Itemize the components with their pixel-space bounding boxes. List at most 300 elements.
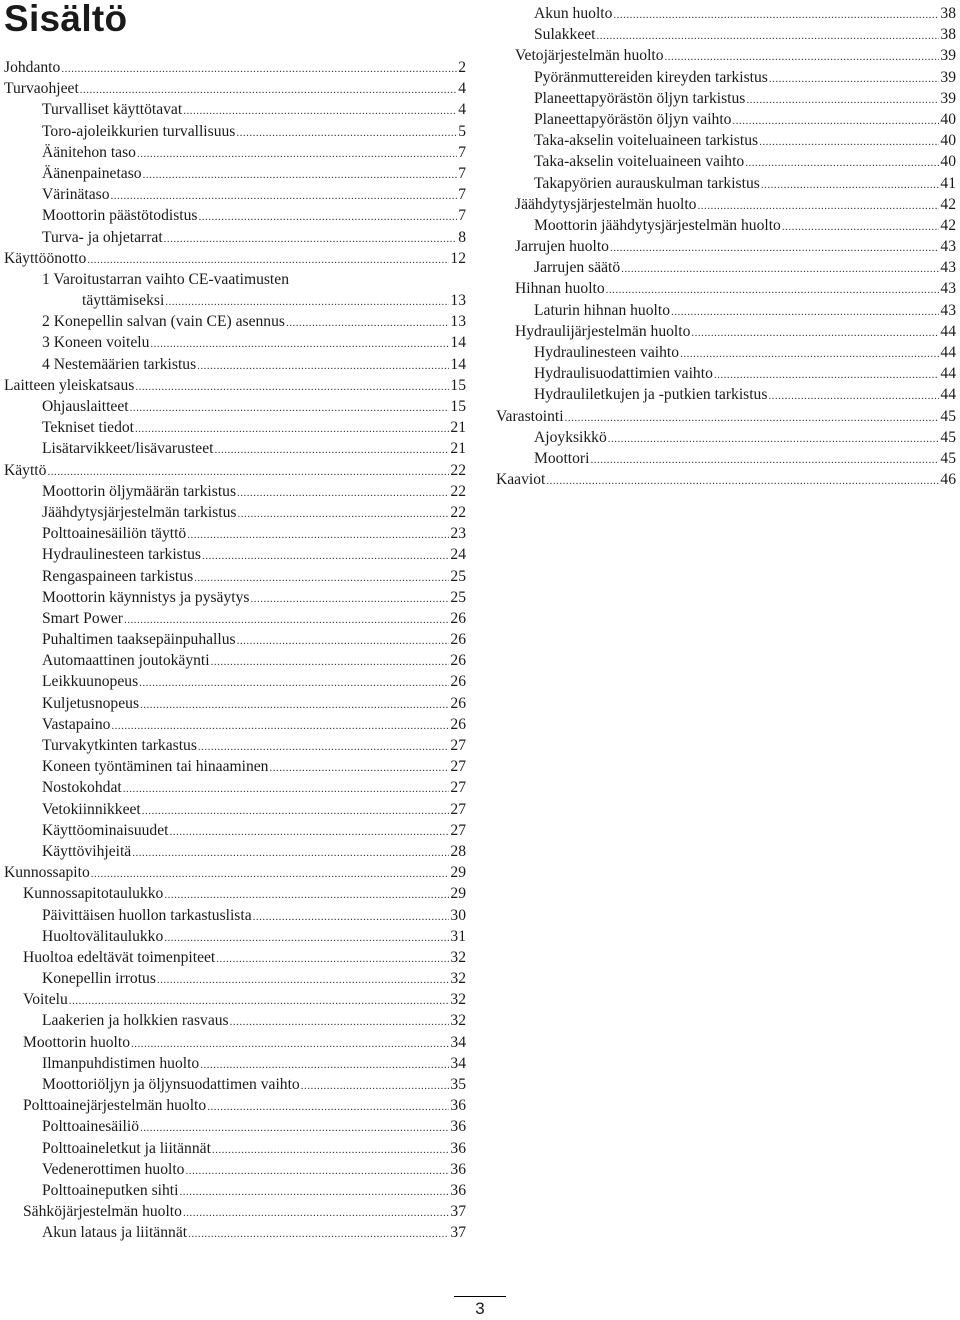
dot-leader [137, 144, 457, 165]
toc-entry-page: 26 [450, 694, 466, 712]
toc-left-column [4, 57, 466, 1244]
toc-entry[interactable] [496, 151, 956, 172]
toc-entry-text: Käyttö [4, 461, 47, 479]
toc-entry-text: Planeettapyörästön öljyn vaihto [534, 110, 732, 128]
dot-leader [230, 1012, 450, 1033]
dot-leader [691, 323, 939, 344]
dot-leader [613, 5, 939, 26]
toc-entry[interactable] [4, 756, 466, 777]
toc-entry-text: 3 Koneen voitelu [42, 334, 150, 352]
toc-entry-text: Moottori [534, 449, 590, 467]
toc-entry-page: 15 [450, 376, 466, 394]
toc-entry[interactable] [4, 735, 466, 756]
toc-entry[interactable] [4, 375, 466, 396]
toc-entry-text: Kunnossapito [4, 864, 90, 882]
toc-entry-page: 13 [450, 292, 466, 310]
dot-leader [236, 123, 457, 144]
toc-entry[interactable] [496, 173, 956, 194]
dot-leader [697, 196, 939, 217]
toc-entry-text: Värinätaso [42, 186, 110, 204]
toc-entry-text: Sähköjärjestelmän huolto [23, 1203, 182, 1221]
toc-entry[interactable] [4, 989, 466, 1010]
toc-entry[interactable] [4, 502, 466, 523]
toc-entry-page: 39 [940, 89, 956, 107]
toc-entry-text: Jarrujen säätö [534, 259, 621, 277]
toc-entry[interactable] [4, 799, 466, 820]
toc-entry-page: 8 [458, 228, 466, 246]
toc-entry-page: 37 [450, 1203, 466, 1221]
toc-entry-text: Turvaohjeet [4, 80, 79, 98]
toc-entry[interactable] [4, 544, 466, 565]
toc-entry[interactable] [4, 99, 466, 120]
toc-entry[interactable] [4, 78, 466, 99]
toc-entry-page: 44 [940, 386, 956, 404]
dot-leader [179, 1182, 449, 1203]
dot-leader [140, 695, 449, 716]
toc-entry-page: 26 [450, 631, 466, 649]
dot-leader [198, 737, 449, 758]
toc-entry-page: 36 [450, 1097, 466, 1115]
toc-entry[interactable] [4, 1032, 466, 1053]
dot-leader [714, 365, 940, 386]
toc-entry-text: Huoltoa edeltävät toimenpiteet [23, 948, 216, 966]
toc-entry-text: Taka-akselin voiteluaineen vaihto [534, 153, 745, 171]
toc-entry-text: Lisätarvikkeet/lisävarusteet [42, 440, 214, 458]
toc-entry[interactable] [4, 587, 466, 608]
toc-right-column [496, 3, 956, 490]
dot-leader [165, 292, 449, 313]
toc-entry-text: Vetojärjestelmän huolto [515, 47, 664, 65]
dot-leader [212, 1140, 450, 1161]
toc-entry-page: 5 [458, 122, 466, 140]
dot-leader [87, 250, 449, 271]
toc-entry[interactable] [496, 300, 956, 321]
toc-entry[interactable] [4, 142, 466, 163]
toc-entry-text: Ajoyksikkö [534, 428, 607, 446]
toc-entry[interactable] [496, 215, 956, 236]
toc-entry-page: 4 [458, 101, 466, 119]
toc-entry-text: Käyttöominaisuudet [42, 821, 169, 839]
toc-entry[interactable] [4, 184, 466, 205]
toc-entry-text: Toro-ajoleikkurien turvallisuus [42, 122, 236, 140]
toc-entry-text: Käyttövihjeitä [42, 842, 132, 860]
toc-entry-text: Hydraulinesteen tarkistus [42, 546, 201, 564]
toc-entry[interactable] [4, 862, 466, 883]
toc-entry[interactable] [4, 608, 466, 629]
toc-entry-page: 13 [450, 313, 466, 331]
toc-entry[interactable] [496, 67, 956, 88]
dot-leader [250, 589, 449, 610]
toc-entry-text: Turvalliset käyttötavat [42, 101, 183, 119]
dot-leader [546, 471, 939, 492]
toc-entry[interactable] [4, 777, 466, 798]
toc-entry-page: 44 [940, 344, 956, 361]
toc-entry-page: 27 [450, 758, 466, 776]
toc-entry-text: Jäähdytysjärjestelmän huolto [515, 195, 697, 213]
toc-entry[interactable] [4, 820, 466, 841]
toc-entry[interactable] [4, 968, 466, 989]
toc-entry-page: 12 [450, 249, 466, 267]
toc-entry[interactable] [4, 481, 466, 502]
toc-entry-page: 36 [450, 1181, 466, 1199]
toc-entry[interactable] [4, 523, 466, 544]
toc-entry-page: 27 [450, 737, 466, 754]
toc-entry-text: Ilmanpuhdistimen huolto [42, 1054, 200, 1072]
toc-entry[interactable] [496, 342, 956, 363]
dot-leader [135, 419, 449, 440]
dot-leader [188, 1224, 449, 1245]
toc-entry-text: 2 Konepellin salvan (vain CE) asennus [42, 313, 285, 331]
toc-entry-page: 26 [450, 673, 466, 691]
toc-entry-text: Päivittäisen huollon tarkastuslista [42, 906, 252, 924]
dot-leader [590, 450, 939, 471]
dot-leader [608, 429, 940, 450]
toc-entry-page: 23 [450, 525, 466, 543]
toc-entry-text: Vastapaino [42, 715, 111, 733]
toc-entry-page: 32 [450, 1012, 466, 1030]
toc-entry[interactable] [4, 417, 466, 438]
dot-leader [139, 673, 449, 694]
toc-entry-text: Polttoainesäiliö [42, 1118, 140, 1136]
toc-entry-page: 30 [450, 906, 466, 924]
toc-entry-text: Puhaltimen taaksepäinpuhallus [42, 631, 236, 649]
toc-entry-page: 34 [450, 1033, 466, 1051]
toc-entry-page: 2 [458, 59, 466, 76]
dot-leader [597, 26, 940, 47]
dot-leader [199, 207, 458, 228]
toc-entry-text: Kuljetusnopeus [42, 694, 140, 712]
toc-entry-page: 29 [450, 864, 466, 882]
toc-entry-page: 14 [450, 355, 466, 373]
toc-entry[interactable] [4, 693, 466, 714]
toc-entry[interactable] [4, 883, 466, 904]
dot-leader [61, 59, 457, 80]
toc-entry[interactable] [496, 109, 956, 130]
dot-leader [200, 1055, 449, 1076]
dot-leader [130, 398, 450, 419]
toc-entry[interactable] [4, 671, 466, 692]
toc-entry[interactable] [4, 1053, 466, 1074]
toc-entry-text: Taka-akselin voiteluaineen tarkistus [534, 132, 759, 150]
toc-entry-page: 44 [940, 365, 956, 383]
toc-entry-page: 32 [450, 948, 466, 966]
toc-entry-page: 29 [450, 885, 466, 903]
dot-leader [183, 101, 457, 122]
toc-entry-text: Laturin hihnan huolto [534, 301, 670, 319]
dot-leader [301, 1076, 450, 1097]
toc-entry-text: Kaaviot [496, 471, 546, 489]
toc-entry-page: 7 [458, 164, 466, 182]
toc-entry[interactable] [4, 841, 466, 862]
dot-leader [768, 386, 939, 407]
toc-entry[interactable] [4, 57, 466, 78]
toc-entry[interactable] [496, 45, 956, 66]
toc-entry[interactable] [4, 163, 466, 184]
toc-entry[interactable] [496, 88, 956, 109]
dot-leader [665, 47, 940, 68]
toc-entry[interactable] [4, 121, 466, 142]
dot-leader [142, 801, 450, 822]
toc-entry[interactable] [4, 396, 466, 417]
toc-entry[interactable] [496, 321, 956, 342]
toc-entry[interactable] [4, 650, 466, 671]
toc-entry-text: Vedenerottimen huolto [42, 1160, 185, 1178]
toc-entry[interactable] [496, 427, 956, 448]
dot-leader [759, 132, 939, 153]
toc-entry[interactable] [496, 194, 956, 215]
toc-entry[interactable] [496, 278, 956, 299]
dot-leader [746, 90, 939, 111]
toc-entry[interactable] [496, 363, 956, 384]
toc-entry[interactable] [4, 1010, 466, 1031]
toc-entry-page: 31 [450, 927, 466, 945]
toc-entry-page: 44 [940, 322, 956, 340]
toc-entry-text: Moottorin huolto [23, 1033, 130, 1051]
toc-entry-text: Voitelu [23, 991, 68, 1009]
dot-leader [140, 1118, 449, 1139]
toc-entry[interactable] [496, 3, 956, 24]
dot-leader [237, 483, 449, 504]
toc-entry-page: 43 [940, 301, 956, 319]
dot-leader [606, 280, 940, 301]
toc-entry-page: 43 [940, 238, 956, 256]
toc-entry-text: Turvakytkinten tarkastus [42, 737, 197, 754]
dot-leader [216, 949, 449, 970]
toc-entry-text: Moottorin päästötodistus [42, 207, 198, 225]
dot-leader [671, 302, 939, 323]
toc-entry-page: 36 [450, 1139, 466, 1157]
toc-entry-page: 45 [940, 449, 956, 467]
dot-leader [91, 864, 450, 885]
dot-leader [164, 885, 449, 906]
toc-entry-text: Äänitehon taso [42, 143, 136, 161]
toc-entry[interactable] [4, 1074, 466, 1095]
toc-entry[interactable] [4, 926, 466, 947]
dot-leader [253, 907, 450, 928]
toc-entry-text: Turva- ja ohjetarrat [42, 228, 163, 246]
toc-entry-text: Leikkuunopeus [42, 673, 139, 691]
dot-leader [111, 716, 449, 737]
toc-entry[interactable] [4, 1138, 466, 1159]
toc-entry-text: Sulakkeet [534, 26, 596, 44]
toc-entry-page: 26 [450, 652, 466, 670]
toc-entry-text: Jarrujen huolto [515, 238, 609, 256]
toc-entry-page: 21 [450, 440, 466, 458]
toc-entry[interactable] [496, 406, 956, 427]
toc-entry-page: 22 [450, 461, 466, 479]
toc-entry[interactable] [4, 714, 466, 735]
dot-leader [237, 504, 449, 525]
toc-entry-page: 36 [450, 1160, 466, 1178]
toc-entry-text: Äänenpainetaso [42, 164, 142, 182]
toc-entry[interactable] [4, 311, 466, 332]
dot-leader [124, 610, 449, 631]
toc-entry-text: Hydrauliletkujen ja -putkien tarkistus [534, 386, 768, 404]
page-title: Sisältö [4, 0, 128, 39]
toc-entry-text: Hydraulisuodattimien vaihto [534, 365, 713, 383]
toc-entry-text: Laitteen yleiskatsaus [4, 376, 135, 394]
toc-entry-text: Nostokohdat [42, 779, 122, 797]
toc-entry[interactable] [4, 460, 466, 481]
toc-entry-page: 27 [450, 800, 466, 818]
toc-entry[interactable] [496, 257, 956, 278]
toc-entry[interactable] [496, 469, 956, 490]
toc-entry-text: Hydraulinesteen vaihto [534, 344, 680, 361]
toc-entry-text: Moottorin öljymäärän tarkistus [42, 482, 237, 500]
toc-entry-text: Moottorin käynnistys ja pysäytys [42, 588, 250, 606]
toc-entry-page: 4 [458, 80, 466, 98]
dot-leader [565, 408, 940, 429]
toc-entry[interactable] [496, 384, 956, 405]
toc-entry[interactable] [4, 947, 466, 968]
toc-entry[interactable] [4, 354, 466, 375]
dot-leader [769, 69, 940, 90]
dot-leader [610, 238, 939, 259]
toc-entry-text: Kunnossapitotaulukko [23, 885, 164, 903]
dot-leader [194, 568, 449, 589]
toc-entry-text[interactable]: 1 Varoitustarran vaihto CE-vaatimusten [42, 270, 289, 288]
toc-entry[interactable] [4, 1116, 466, 1137]
dot-leader [621, 259, 939, 280]
dot-leader [47, 462, 449, 483]
toc-entry-page: 25 [450, 588, 466, 606]
toc-entry-text: Akun huolto [534, 5, 613, 22]
toc-entry-page: 22 [450, 482, 466, 500]
toc-entry-text: Tekniset tiedot [42, 419, 135, 437]
toc-entry[interactable] [4, 566, 466, 587]
toc-entry-text: 4 Nestemäärien tarkistus [42, 355, 197, 373]
toc-entry[interactable] [496, 236, 956, 257]
dot-leader [164, 928, 449, 949]
toc-entry-page: 41 [940, 174, 956, 192]
toc-entry-page: 46 [940, 471, 956, 489]
toc-entry-text: Polttoaineputken sihti [42, 1181, 179, 1199]
toc-entry[interactable] [496, 448, 956, 469]
toc-entry-page: 43 [940, 259, 956, 277]
dot-leader [111, 186, 458, 207]
toc-entry-page: 43 [940, 280, 956, 298]
toc-entry-text: Jäähdytysjärjestelmän tarkistus [42, 503, 237, 521]
dot-leader [135, 377, 449, 398]
page-number: 3 [454, 1296, 506, 1320]
toc-entry-page: 35 [450, 1076, 466, 1093]
dot-leader [157, 970, 450, 991]
toc-entry-text: Moottoriöljyn ja öljynsuodattimen vaihto [42, 1076, 300, 1093]
dot-leader [132, 843, 449, 864]
toc-entry-page: 42 [940, 195, 956, 213]
toc-entry[interactable] [4, 905, 466, 926]
toc-entry-text: Akun lataus ja liitännät [42, 1224, 188, 1242]
dot-leader [782, 217, 940, 238]
toc-entry-text: Varastointi [496, 407, 564, 425]
dot-leader [169, 822, 449, 843]
dot-leader [286, 313, 449, 334]
toc-entry-text: Koneen työntäminen tai hinaaminen [42, 758, 269, 776]
toc-entry-text: Vetokiinnikkeet [42, 800, 141, 818]
toc-entry-page: 7 [458, 143, 466, 161]
dot-leader [269, 758, 449, 779]
toc-entry-page: 21 [450, 419, 466, 437]
toc-entry[interactable] [496, 24, 956, 45]
toc-entry-page: 34 [450, 1054, 466, 1072]
dot-leader [123, 779, 450, 800]
toc-entry-text: Takapyörien aurauskulman tarkistus [534, 174, 760, 192]
dot-leader [680, 344, 939, 365]
toc-entry-text: Johdanto [4, 59, 61, 76]
dot-leader [80, 80, 457, 101]
toc-entry-page: 26 [450, 715, 466, 733]
dot-leader [187, 525, 449, 546]
dot-leader [143, 165, 458, 186]
toc-entry[interactable] [4, 1201, 466, 1222]
toc-entry-text: Rengaspaineen tarkistus [42, 567, 194, 585]
toc-entry-page: 27 [450, 821, 466, 839]
toc-entry-text: Planeettapyörästön öljyn tarkistus [534, 89, 746, 107]
toc-entry-text: Huoltovälitaulukko [42, 927, 164, 945]
dot-leader [69, 991, 450, 1012]
toc-entry-page: 15 [450, 398, 466, 415]
toc-entry[interactable] [4, 290, 466, 311]
toc-entry-page: 40 [940, 110, 956, 128]
dot-leader [745, 153, 939, 174]
toc-entry-page: 36 [450, 1118, 466, 1136]
dot-leader [150, 334, 449, 355]
dot-leader [164, 229, 458, 250]
toc-entry-text: Moottorin jäähdytysjärjestelmän huolto [534, 216, 781, 234]
toc-entry-page: 25 [450, 567, 466, 585]
toc-entry-text: Ohjauslaitteet [42, 398, 129, 415]
dot-leader [197, 356, 449, 377]
toc-entry-text: Polttoainesäiliön täyttö [42, 525, 187, 543]
dot-leader [183, 1203, 449, 1224]
toc-entry[interactable] [4, 629, 466, 650]
toc-entry-text: täyttämiseksi [82, 292, 165, 310]
toc-entry[interactable] [4, 1159, 466, 1180]
toc-entry-text: Smart Power [42, 609, 123, 627]
toc-entry[interactable] [4, 332, 466, 353]
toc-entry-page: 32 [450, 991, 466, 1009]
dot-leader [211, 652, 450, 673]
dot-leader [761, 175, 940, 196]
toc-entry-page: 28 [450, 842, 466, 860]
toc-entry-text: Hydraulijärjestelmän huolto [515, 322, 691, 340]
toc-entry-text: Polttoaineletkut ja liitännät [42, 1139, 211, 1157]
toc-entry[interactable] [4, 248, 466, 269]
toc-entry-page: 45 [940, 428, 956, 446]
dot-leader [207, 1097, 449, 1118]
toc-entry-page: 38 [940, 26, 956, 44]
toc-entry[interactable] [4, 1180, 466, 1201]
toc-entry-text: Pyöränmuttereiden kireyden tarkistus [534, 68, 768, 86]
toc-entry-text: Konepellin irrotus [42, 970, 156, 988]
toc-entry-text: Polttoainejärjestelmän huolto [23, 1097, 207, 1115]
dot-leader [237, 631, 450, 652]
toc-entry-text: Laakerien ja holkkien rasvaus [42, 1012, 229, 1030]
toc-entry-page: 7 [458, 207, 466, 225]
toc-entry-page: 42 [940, 216, 956, 234]
dot-leader [131, 1034, 449, 1055]
toc-entry-text: Automaattinen joutokäynti [42, 652, 210, 670]
toc-entry[interactable] [4, 1095, 466, 1116]
dot-leader [202, 546, 449, 567]
toc-entry-text: Hihnan huolto [515, 280, 605, 298]
toc-entry-page: 26 [450, 609, 466, 627]
toc-entry[interactable] [4, 1222, 466, 1243]
toc-entry[interactable] [496, 130, 956, 151]
toc-entry[interactable] [4, 227, 466, 248]
toc-entry[interactable] [4, 438, 466, 459]
toc-entry[interactable] [4, 205, 466, 226]
